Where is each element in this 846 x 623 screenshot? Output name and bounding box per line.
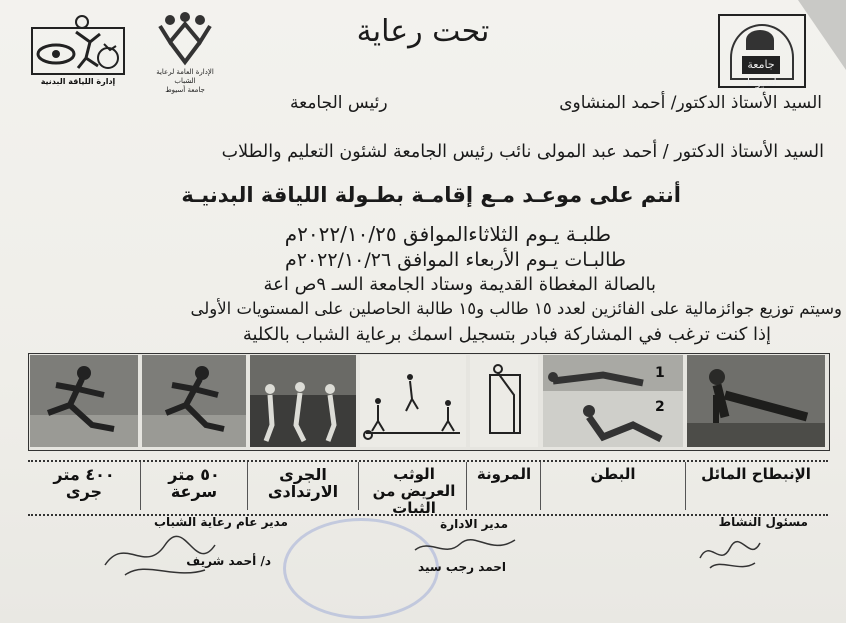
event-label-plank: الإنبطاح المائل <box>701 465 811 483</box>
plank-photo <box>687 355 825 447</box>
fitness-logo-caption: إدارة اللياقة البدنية <box>40 77 116 86</box>
svg-text:2: 2 <box>655 399 665 415</box>
admin-director-name: احمد رجب سيد <box>418 560 506 574</box>
svg-text:1: 1 <box>655 365 665 381</box>
date-male: طلبـة يـوم الثلاثاءالموافق ٢٠٢٢/١٠/٢٥م <box>284 222 611 246</box>
label-divider <box>358 462 359 510</box>
university-logo-text: جامعة أسيوط <box>742 56 780 74</box>
event-label-shuttle-run: الجرى الارتدادى <box>267 465 339 501</box>
youth-logo-caption-line1: الإدارة العامة لرعاية الشباب <box>156 68 214 85</box>
event-label-abs: البطن <box>590 465 636 483</box>
runner-icon <box>30 355 138 447</box>
date-female: طالبـات يـوم الأربعاء الموافق ٢٠٢٢/١٠/٢٦م <box>284 249 626 271</box>
admin-signature-icon <box>410 532 520 562</box>
youth-director-signature-icon <box>95 525 225 585</box>
long-jump-icon <box>360 355 466 447</box>
sprint-runner-icon <box>142 355 246 447</box>
abs-exercise-icon <box>543 355 683 447</box>
youth-logo-caption <box>150 68 220 95</box>
event-label-run-400m: ٤٠٠ متر جرى <box>53 465 115 501</box>
youth-logo-caption-line2: جامعة أسيوط <box>165 86 205 94</box>
plank-exercise-icon <box>687 355 825 447</box>
sprint-50m-photo <box>142 355 246 447</box>
label-divider <box>685 462 686 510</box>
label-divider <box>466 462 467 510</box>
shuttle-run-photo <box>250 355 356 447</box>
prizes-text: وسيتم توزيع جوائزمالية على الفائزين لعدد ١٥ طالب و١٥ طالبة الحاصلين على المستويات الأولى <box>190 299 842 318</box>
label-divider <box>540 462 541 510</box>
headline: أنتم على موعـد مـع إقامـة بطـولة اللياقة البدنيـة <box>181 183 681 207</box>
run-400m-photo <box>30 355 138 447</box>
long-jump-diagram <box>360 355 466 447</box>
label-divider <box>140 462 141 510</box>
registration-text: إذا كنت ترغب في المشاركة فبادر بتسجيل اسمك برعاية الشباب بالكلية <box>242 324 771 345</box>
flexibility-diagram <box>470 355 538 447</box>
patron-president-role: رئيس الجامعة <box>290 93 388 113</box>
event-label-sprint-50m: ٥٠ متر سرعة <box>168 465 220 501</box>
venue: بالصالة المغطاة القديمة وستاد الجامعة السـ ٩ص اعة <box>263 274 656 295</box>
youth-director-name: د/ أحمد شريف <box>186 554 271 568</box>
activity-officer-title: مسئول النشاط <box>718 515 808 529</box>
page-title: تحت رعاية <box>356 14 490 49</box>
abs-photo <box>543 355 683 447</box>
youth-director-title: مدير عام رعاية الشباب <box>153 515 288 529</box>
flexibility-icon <box>470 355 538 447</box>
admin-director-title: مدير الادارة <box>440 517 508 531</box>
shuttle-run-icon <box>250 355 356 447</box>
event-label-long-jump: الوثب العريض من الثبات <box>372 465 456 517</box>
label-divider <box>247 462 248 510</box>
patron-president: السيد الأستاذ الدكتور/ أحمد المنشاوى <box>559 93 822 113</box>
event-label-flexibility: المرونة <box>476 465 532 483</box>
patron-vice-president: السيد الأستاذ الدكتور / أحمد عبد المولى نائب رئيس الجامعة لشئون التعليم والطلاب <box>221 142 824 162</box>
activity-signature-icon <box>690 528 770 578</box>
